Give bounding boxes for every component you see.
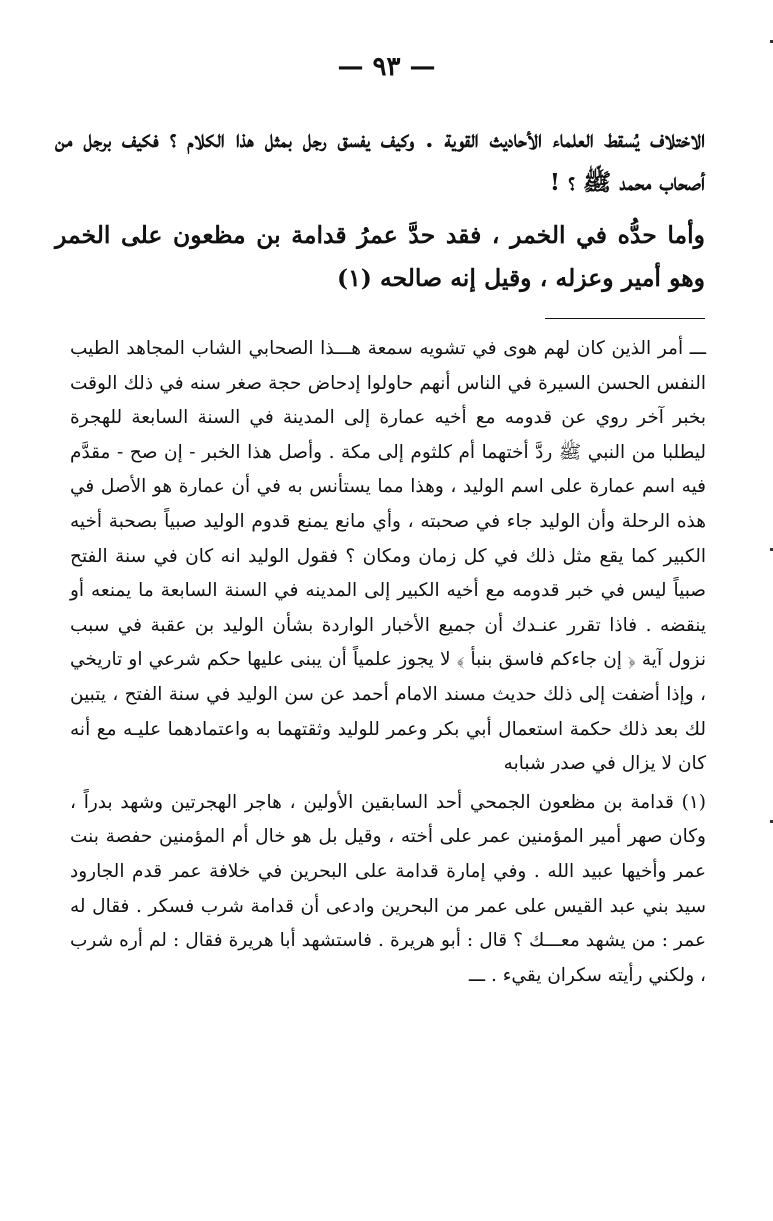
footnote-continuation: ـــ أمر الذين كان لهم هوى في تشويه سمعة هـــذا الصحابي الشاب المجاهد الطيب النفس الحسن السيرة في الناس أنهم حاولوا إدحاض حجة صغر سنه في ذلك الوقت بخبر آخر روي عن قدومه مع أخيه عمارة إلى المدينة في السنة السابعة للهجرة ليطلبا من النبي ﷺ ردَّ أختهما أم كلثوم إلى مكة . وأصل هذا الخبر - إن صح - مقدَّم فيه اسم عمارة على اسم الوليد ، وهذا مما يستأنس به في أن عمارة هو الأصل في هذه الرحلة وأن الوليد جاء في صحبته ، وأي مانع يمنع قدوم الوليد صبياً بصحبة أخيه الكبير كما يقع مثل ذلك في كل زمان ومكان ؟ فقول الوليد انه كان في سنة الفتح صبياً ليس في خبر قدومه مع أخيه الكبير إلى المدينه في السنة السابعة ما يمنعه أو ينقضه . فاذا تقرر عنـدك أن جميع الأخبار الواردة بشأن الوليد بن عقبة في سبب نزول آية ﴿ إن جاءكم فاسق بنبأ ﴾ لا يجوز علمياً أن يبنى عليها حكم شرعي او تاريخي ، وإذا أضفت إلى ذلك حديث مسند الامام أحمد عن سن الوليد في سنة الفتح ، يتبين لك بعد ذلك حكمة استعمال أبي بكر وعمر للوليد وثقتهما به واعتمادهما عليـه مع أنه كان لا يزال في صدر شبابه <box>70 338 706 775</box>
footnotes <box>70 332 706 993</box>
footnote-1: (١) قدامة بن مظعون الجمحي أحد السابقين الأولين ، هاجر الهجرتين وشهد بدراً ، وكان صهر أمير المؤمنين عمر على أخته ، وقيل بل هو خال أم المؤمنين حفصة بنت عمر وأخيها عبيد الله . وفي إمارة قدامة على البحرين في خلافة عمر قدم الجارود سيد بني عبد القيس على عمر من البحرين وادعى أن قدامة شرب فسكر . فقال له عمر : من يشهد معـــك ؟ قال : أبو هريرة . فاستشهد أبا هريرة فقال : لم أره شرب ، ولكني رأيته سكران يقيء . ـــ <box>70 791 706 986</box>
page-number: — ٩٣ — <box>337 52 436 82</box>
footnote-separator <box>545 318 705 319</box>
main-text <box>55 118 705 300</box>
main-paragraph: الاختلاف يُسقط العلماء الأحاديث القوية . وكيف يفسق رجل بمثل هذا الكلام ؟ فكيف برجل من أصحاب محمد ﷺ ؟ ! <box>55 125 705 196</box>
main-paragraph: وأما حدُّه في الخمر ، فقد حدَّ عمرُ قدامة بن مظعون على الخمر وهو أمير وعزله ، وقيل إنه صالحه (١) <box>55 221 705 292</box>
